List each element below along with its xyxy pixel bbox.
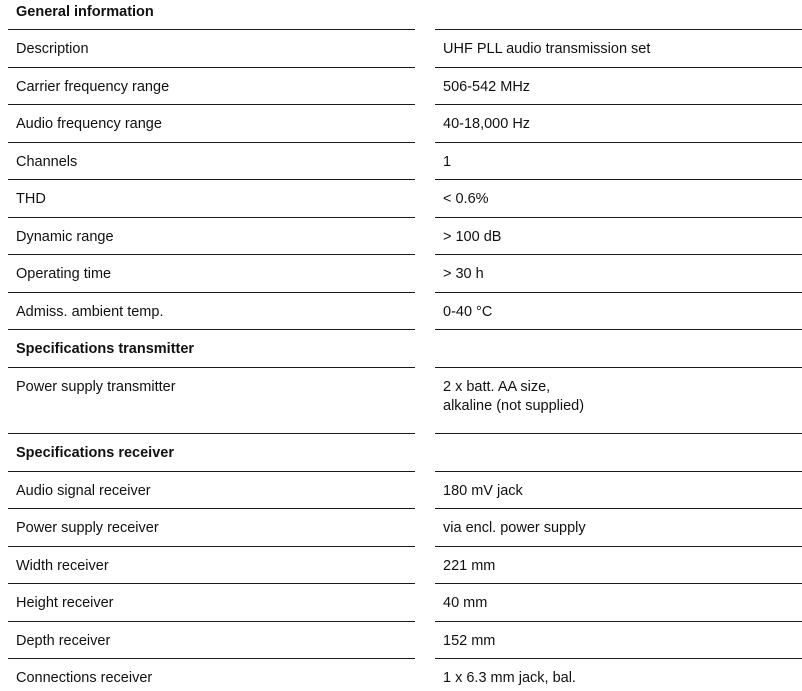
table-row (0, 622, 802, 659)
row-label: Dynamic range (16, 229, 114, 245)
row-value: 40-18,000 Hz (443, 116, 531, 132)
table-row (0, 255, 802, 293)
table-row (0, 584, 802, 622)
section-header-general (0, 0, 802, 30)
row-value: 180 mV jack (443, 483, 523, 499)
section-title: Specifications transmitter (16, 341, 195, 357)
section-header-receiver (0, 434, 802, 472)
section-title: General information (16, 4, 154, 20)
table-row (0, 105, 802, 143)
row-value: via encl. power supply (443, 520, 586, 536)
row-value-line-1: 2 x batt. AA size, (443, 379, 551, 395)
row-label: Connections receiver (16, 670, 153, 686)
row-label: Audio frequency range (16, 116, 162, 132)
row-label: Audio signal receiver (16, 483, 151, 499)
table-row (0, 143, 802, 180)
table-row (0, 472, 802, 509)
row-value: 1 x 6.3 mm jack, bal. (443, 670, 576, 686)
table-row (0, 218, 802, 255)
row-label: Description (16, 41, 89, 57)
row-value: < 0.6% (443, 191, 489, 207)
row-label: Channels (16, 154, 78, 170)
row-label: Operating time (16, 266, 112, 282)
section-header-right (435, 0, 802, 30)
row-value: > 100 dB (443, 229, 502, 245)
table-row (0, 68, 802, 105)
row-value: 40 mm (443, 595, 488, 611)
table-row (0, 659, 802, 691)
row-value: 0-40 °C (443, 304, 493, 320)
table-row (0, 547, 802, 584)
section-header-left (8, 0, 415, 30)
row-value: 152 mm (443, 633, 496, 649)
table-row (0, 293, 802, 330)
section-header-transmitter (0, 330, 802, 368)
row-value: 1 (443, 154, 452, 170)
row-value-line-2: alkaline (not supplied) (443, 398, 585, 414)
table-row (0, 368, 802, 434)
row-value: UHF PLL audio transmission set (443, 41, 651, 57)
row-value: 221 mm (443, 558, 496, 574)
row-label: Width receiver (16, 558, 109, 574)
row-value: > 30 h (443, 266, 484, 282)
row-label: Power supply receiver (16, 520, 159, 536)
section-title: Specifications receiver (16, 445, 174, 461)
row-label: THD (16, 191, 46, 207)
table-row (0, 30, 802, 68)
row-value: 506-542 MHz (443, 79, 531, 95)
row-label: Height receiver (16, 595, 114, 611)
table-row (0, 180, 802, 218)
row-label: Depth receiver (16, 633, 111, 649)
row-label: Carrier frequency range (16, 79, 170, 95)
table-row (0, 509, 802, 547)
row-label: Power supply transmitter (16, 379, 176, 395)
row-label: Admiss. ambient temp. (16, 304, 164, 320)
